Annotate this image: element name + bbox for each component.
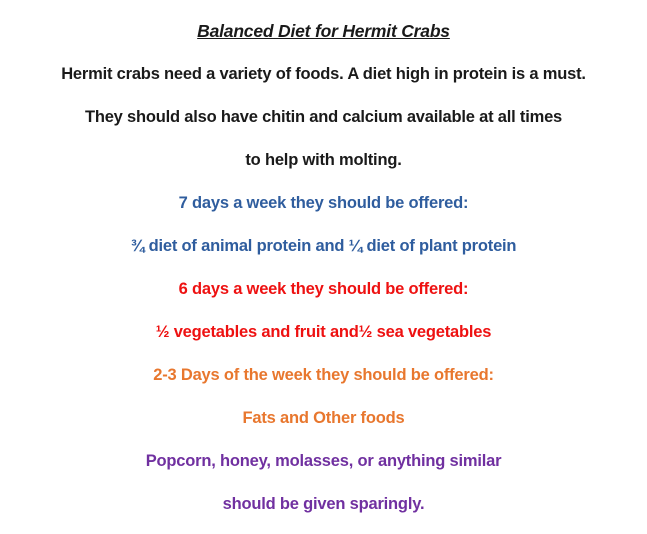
paragraph-fats-other-foods: Fats and Other foods [242, 409, 405, 427]
heading-2-3-days: 2-3 Days of the week they should be offered: [153, 366, 494, 384]
paragraph-chitin-calcium: They should also have chitin and calcium available at all times [84, 108, 563, 126]
heading-7-days: 7 days a week they should be offered: [178, 194, 469, 212]
paragraph-sparingly: should be given sparingly. [222, 495, 425, 513]
paragraph-treats: Popcorn, honey, molasses, or anything similar [145, 452, 502, 470]
paragraph-vegetables-ratio: ½ vegetables and fruit and½ sea vegetables [155, 323, 492, 341]
document-title: Balanced Diet for Hermit Crabs [197, 21, 450, 41]
heading-6-days: 6 days a week they should be offered: [178, 280, 469, 298]
paragraph-protein-ratio: ¾ diet of animal protein and ¼ diet of plant protein [130, 237, 517, 255]
paragraph-molting: to help with molting. [245, 151, 402, 169]
paragraph-protein-intro: Hermit crabs need a variety of foods. A diet high in protein is a must. [61, 65, 586, 83]
